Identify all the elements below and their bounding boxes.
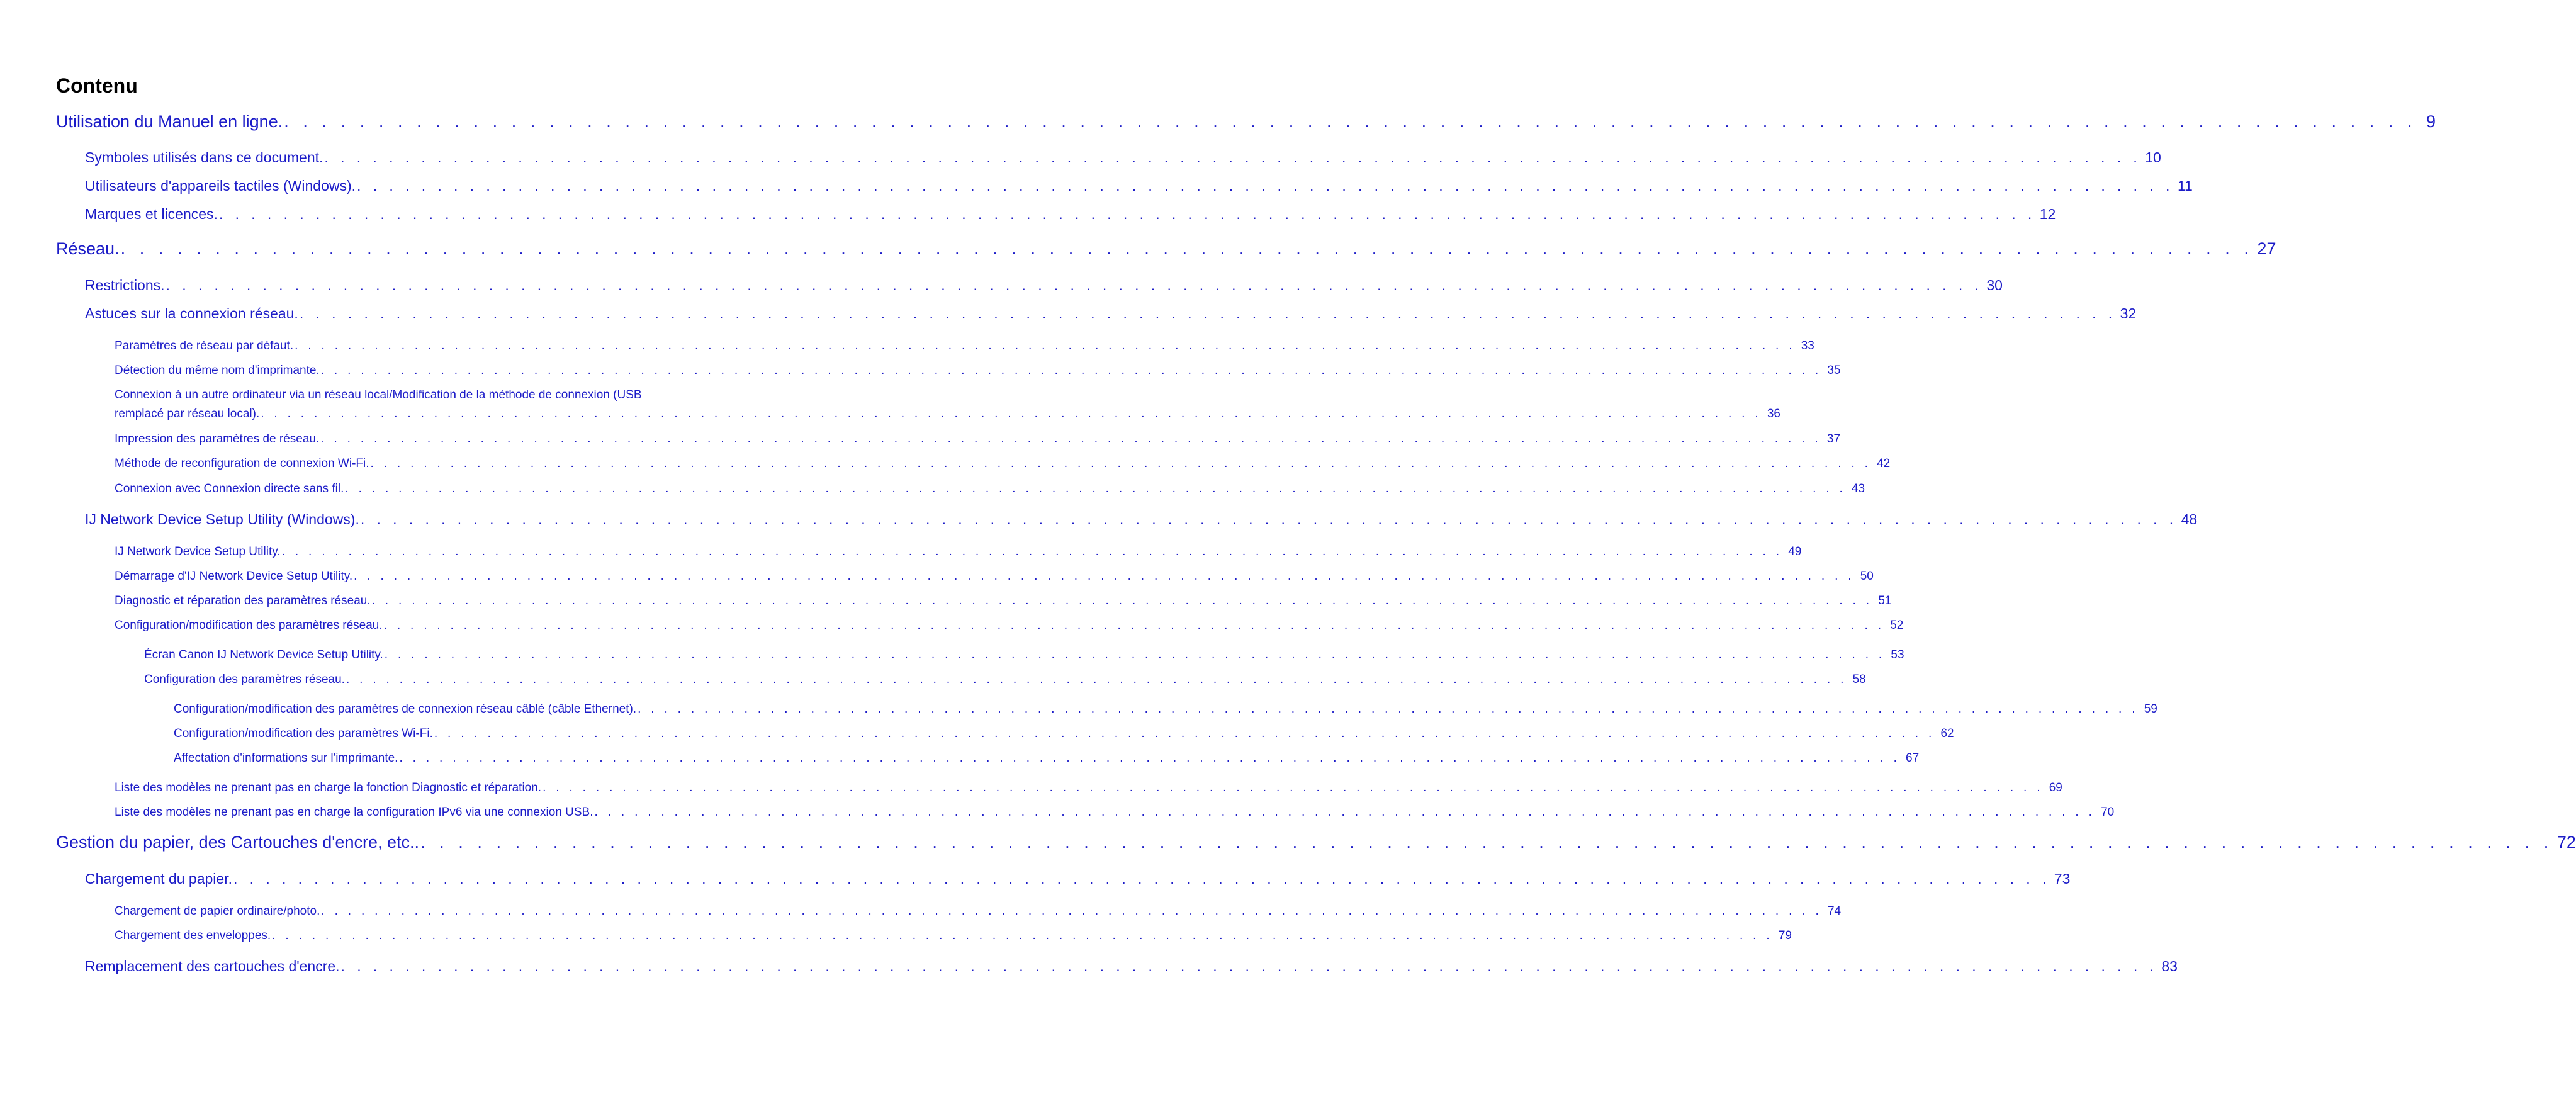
- toc-entry-title: Remplacement des cartouches d'encre.: [85, 958, 340, 974]
- toc-entry-page: 36: [1767, 407, 1780, 420]
- toc-entry[interactable]: [85, 511, 2198, 528]
- toc-entry-page: 51: [1878, 594, 1892, 607]
- toc-entry[interactable]: [115, 904, 1842, 918]
- toc-entry[interactable]: [85, 305, 2137, 322]
- toc-entry-page: 42: [1877, 457, 1891, 470]
- toc-entry-title: IJ Network Device Setup Utility.: [115, 545, 281, 558]
- toc-entry-title: Configuration des paramètres réseau.: [144, 673, 345, 686]
- toc-entry-page: 70: [2101, 806, 2115, 819]
- toc-entry-title: remplacé par réseau local).: [115, 407, 260, 420]
- toc-entry-page: 49: [1788, 545, 1802, 558]
- toc-entry[interactable]: [115, 339, 1814, 353]
- toc-entry[interactable]: [115, 806, 2115, 820]
- toc-entry-title: Restrictions.: [85, 277, 165, 293]
- toc-entry-page: 50: [1860, 570, 1874, 583]
- toc-entry-page: 35: [1827, 364, 1841, 377]
- toc-entry-title: Liste des modèles ne prenant pas en charge la configuration IPv6 via une connexion USB.: [115, 806, 593, 819]
- toc-entry-title: Configuration/modification des paramètres Wi-Fi.: [174, 727, 433, 740]
- toc-entry[interactable]: [85, 958, 2178, 975]
- toc-entry-title: Impression des paramètres de réseau.: [115, 432, 320, 446]
- toc-entry[interactable]: [115, 929, 1792, 943]
- leader-dots: . . . . . . . . . . . . . . . . . . . . . . . . . . . . . . . . . . . . . . . . . . . . . . . . . . . . . . . . . . . . . . . . . . . . . . . . . . . . . . . . . . . . . . . . . . . . . . . . . . . . . . . . . . . . . . . . .: [321, 904, 1823, 918]
- leader-dots: . . . . . . . . . . . . . . . . . . . . . . . . . . . . . . . . . . . . . . . . . . . . . . . . . . . . . . . . . . . . . . . . . . . . . . . . . . . . . . . . . . . . . . . . . . . . . . . . . . . . . . . . . . . . . . . . .: [295, 339, 1796, 352]
- toc-entry-page: 59: [2144, 702, 2157, 716]
- leader-dots: . . . . . . . . . . . . . . . . . . . . . . . . . . . . . . . . . . . . . . . . . . . . . . . . . . . . . . . . . . . . . . . . . . . . . . . . . . . . . . . . . . . . . . . . . . . . . . . . . . . . . . . . . . . . . . . . .: [543, 781, 2044, 794]
- toc-entry-title: Configuration/modification des paramètres de connexion réseau câblé (câble Ethernet).: [174, 702, 637, 716]
- toc-entry-page: 33: [1801, 339, 1814, 352]
- leader-dots: . . . . . . . . . . . . . . . . . . . . . . . . . . . . . . . . . . . . . . . . . . . . . . . . . . . . . . . . . . . . . . . . . . . . . . . . . . . . . . . . . . . . . . . . . . . . . . . . . . . . . . . . . . . . . . . . .: [357, 177, 2174, 194]
- toc-entry-title: Paramètres de réseau par défaut.: [115, 339, 294, 352]
- toc-entry[interactable]: [85, 870, 2071, 887]
- toc-entry[interactable]: [115, 619, 1904, 633]
- leader-dots: . . . . . . . . . . . . . . . . . . . . . . . . . . . . . . . . . . . . . . . . . . . . . . . . . . . . . . . . . . . . . . . . . . . . . . . . . . . . . . . . . . . . . . . . . . . . . . . . . . . . . . . . . . . . . . . . .: [320, 432, 1822, 446]
- leader-dots: . . . . . . . . . . . . . . . . . . . . . . . . . . . . . . . . . . . . . . . . . . . . . . . . . . . . . . . . . . . . . . . . . . . . . . . . . . . . . . . . . . . . . . . . . . . . . . . . . . . . . . . . . . . . . . . . .: [272, 929, 1773, 942]
- toc-entry-page: 43: [1851, 482, 1865, 495]
- leader-dots: . . . . . . . . . . . . . . . . . . . . . . . . . . . . . . . . . . . . . . . . . . . . . . . . . . . . . . . . . . . . . . . . . . . . . . . . . . . . . . . . . . . . . . . . . . . . . . . . . . . . . . . . . . . . . . . . .: [371, 594, 1873, 607]
- toc-entry-page: 74: [1827, 904, 1842, 918]
- leader-dots: . . . . . . . . . . . . . . . . . . . . . . . . . . . . . . . . . . . . . . . . . . . . . . . . . . . . . . . . . . . . . . . . . . . . . . . . . . . . . . . . . . . . . . . . . . . . . . . . . . . . . . . . . . . . . . . . .: [299, 305, 2117, 322]
- leader-dots: . . . . . . . . . . . . . . . . . . . . . . . . . . . . . . . . . . . . . . . . . . . . . . . . . . . . . . . . . . . . . . . . . . . . . . . . . . . . . . . . . . . . . . . . . . . . . . . . . . . . . . . . . . . . . . . . .: [166, 277, 1983, 293]
- leader-dots: . . . . . . . . . . . . . . . . . . . . . . . . . . . . . . . . . . . . . . . . . . . . . . . . . . . . . . . . . . . . . . . . . . . . . . . . . . . . . . . . . . . . . . . . . . . . . . . . . . . . . . . . . . . . . . . . .: [284, 112, 2417, 131]
- toc-entry[interactable]: [115, 781, 2062, 795]
- toc-entry[interactable]: [115, 594, 1892, 608]
- toc-entry[interactable]: [115, 545, 1802, 559]
- toc-entry-title: Configuration/modification des paramètres réseau.: [115, 619, 383, 632]
- leader-dots: . . . . . . . . . . . . . . . . . . . . . . . . . . . . . . . . . . . . . . . . . . . . . . . . . . . . . . . . . . . . . . . . . . . . . . . . . . . . . . . . . . . . . . . . . . . . . . . . . . . . . . . . . . . . . . . . .: [233, 870, 2050, 887]
- toc-entry[interactable]: [174, 727, 1954, 741]
- toc-entry[interactable]: [56, 112, 2436, 132]
- toc-entry[interactable]: [56, 239, 2276, 259]
- toc-entry-title: Gestion du papier, des Cartouches d'encre, etc..: [56, 833, 419, 852]
- toc-entry[interactable]: [85, 177, 2193, 194]
- leader-dots: . . . . . . . . . . . . . . . . . . . . . . . . . . . . . . . . . . . . . . . . . . . . . . . . . . . . . . . . . . . . . . . . . . . . . . . . . . . . . . . . . . . . . . . . . . . . . . . . . . . . . . . . . . . . . . . . .: [346, 673, 1847, 686]
- toc-entry-title: Écran Canon IJ Network Device Setup Utility.: [144, 648, 383, 662]
- toc-entry-page: 9: [2426, 112, 2436, 131]
- toc-entry-title: Liste des modèles ne prenant pas en charge la fonction Diagnostic et réparation.: [115, 781, 542, 794]
- leader-dots: . . . . . . . . . . . . . . . . . . . . . . . . . . . . . . . . . . . . . . . . . . . . . . . . . . . . . . . . . . . . . . . . . . . . . . . . . . . . . . . . . . . . . . . . . . . . . . . . . . . . . . . . . . . . . . . . .: [281, 545, 1783, 558]
- toc-entry-title: Utilisation du Manuel en ligne.: [56, 112, 283, 131]
- toc-entry-title: Démarrage d'IJ Network Device Setup Utility.: [115, 570, 353, 583]
- toc-entry[interactable]: [115, 432, 1841, 446]
- leader-dots: . . . . . . . . . . . . . . . . . . . . . . . . . . . . . . . . . . . . . . . . . . . . . . . . . . . . . . . . . . . . . . . . . . . . . . . . . . . . . . . . . . . . . . . . . . . . . . . . . . . . . . . . . . . . . . . . .: [320, 364, 1822, 377]
- toc-entry-page: 10: [2145, 149, 2161, 166]
- toc-entry-title: Diagnostic et réparation des paramètres réseau.: [115, 594, 371, 607]
- toc-entry-title: Symboles utilisés dans ce document.: [85, 149, 323, 166]
- toc-entry-page: 73: [2054, 870, 2071, 887]
- leader-dots: . . . . . . . . . . . . . . . . . . . . . . . . . . . . . . . . . . . . . . . . . . . . . . . . . . . . . . . . . . . . . . . . . . . . . . . . . . . . . . . . . . . . . . . . . . . . . . . . . . . . . . . . . . . . . . . . .: [434, 727, 1935, 740]
- toc-entry-page: 12: [2039, 206, 2056, 222]
- toc-entry[interactable]: [115, 364, 1841, 378]
- toc-entry-title: Chargement des enveloppes.: [115, 929, 271, 942]
- leader-dots: . . . . . . . . . . . . . . . . . . . . . . . . . . . . . . . . . . . . . . . . . . . . . . . . . . . . . . . . . . . . . . . . . . . . . . . . . . . . . . . . . . . . . . . . . . . . . . . . . . . . . . . . . . . . . . . . .: [120, 239, 2254, 258]
- toc-entry-page: 30: [1986, 277, 2003, 293]
- toc-entry-page: 83: [2161, 958, 2178, 974]
- page-title: Contenu: [56, 74, 138, 97]
- toc-entry-page: 37: [1826, 432, 1841, 446]
- toc-entry-page: 67: [1906, 752, 1920, 765]
- toc-entry-title: Utilisateurs d'appareils tactiles (Windows).: [85, 177, 356, 194]
- toc-entry-title: Astuces sur la connexion réseau.: [85, 305, 298, 322]
- toc-entry-title: Connexion à un autre ordinateur via un réseau local/Modification de la méthode de connexion (USB: [115, 388, 642, 402]
- toc-entry-page: 58: [1852, 673, 1866, 686]
- leader-dots: . . . . . . . . . . . . . . . . . . . . . . . . . . . . . . . . . . . . . . . . . . . . . . . . . . . . . . . . . . . . . . . . . . . . . . . . . . . . . . . . . . . . . . . . . . . . . . . . . . . . . . . . . . . . . . . . .: [370, 457, 1872, 470]
- toc-entry-page: 79: [1778, 929, 1792, 942]
- toc-entry[interactable]: [85, 206, 2056, 223]
- leader-dots: . . . . . . . . . . . . . . . . . . . . . . . . . . . . . . . . . . . . . . . . . . . . . . . . . . . . . . . . . . . . . . . . . . . . . . . . . . . . . . . . . . . . . . . . . . . . . . . . . . . . . . . . . . . . . . . . .: [594, 806, 2096, 819]
- toc-entry[interactable]: [85, 277, 2003, 294]
- leader-dots: . . . . . . . . . . . . . . . . . . . . . . . . . . . . . . . . . . . . . . . . . . . . . . . . . . . . . . . . . . . . . . . . . . . . . . . . . . . . . . . . . . . . . . . . . . . . . . . . . . . . . . . . . . . . . . . . .: [340, 958, 2158, 974]
- leader-dots: . . . . . . . . . . . . . . . . . . . . . . . . . . . . . . . . . . . . . . . . . . . . . . . . . . . . . . . . . . . . . . . . . . . . . . . . . . . . . . . . . . . . . . . . . . . . . . . . . . . . . . . . . . . . . . . . .: [399, 752, 1901, 765]
- toc-entry[interactable]: [85, 149, 2161, 166]
- toc-entry[interactable]: [56, 833, 2576, 852]
- toc-entry-title: Chargement du papier.: [85, 870, 232, 887]
- leader-dots: . . . . . . . . . . . . . . . . . . . . . . . . . . . . . . . . . . . . . . . . . . . . . . . . . . . . . . . . . . . . . . . . . . . . . . . . . . . . . . . . . . . . . . . . . . . . . . . . . . . . . . . . . . . . . . . . .: [384, 648, 1886, 662]
- toc-entry-page: 48: [2181, 511, 2198, 527]
- toc-entry-title: Connexion avec Connexion directe sans fil.: [115, 482, 344, 495]
- toc-entry-page: 62: [1940, 727, 1954, 740]
- toc-entry-page: 72: [2556, 833, 2576, 852]
- toc-entry-page: 69: [2049, 781, 2062, 794]
- toc-entry[interactable]: [115, 388, 1780, 421]
- toc-entry[interactable]: [144, 648, 1904, 662]
- toc-entry[interactable]: [115, 570, 1874, 583]
- leader-dots: . . . . . . . . . . . . . . . . . . . . . . . . . . . . . . . . . . . . . . . . . . . . . . . . . . . . . . . . . . . . . . . . . . . . . . . . . . . . . . . . . . . . . . . . . . . . . . . . . . . . . . . . . . . . . . . . .: [261, 407, 1762, 420]
- leader-dots: . . . . . . . . . . . . . . . . . . . . . . . . . . . . . . . . . . . . . . . . . . . . . . . . . . . . . . . . . . . . . . . . . . . . . . . . . . . . . . . . . . . . . . . . . . . . . . . . . . . . . . . . . . . . . . . . .: [638, 702, 2139, 716]
- toc-entry-title: Méthode de reconfiguration de connexion Wi-Fi.: [115, 457, 369, 470]
- toc-entry-title: Marques et licences.: [85, 206, 218, 222]
- toc-entry[interactable]: [174, 752, 1920, 765]
- toc-entry[interactable]: [115, 457, 1891, 471]
- leader-dots: . . . . . . . . . . . . . . . . . . . . . . . . . . . . . . . . . . . . . . . . . . . . . . . . . . . . . . . . . . . . . . . . . . . . . . . . . . . . . . . . . . . . . . . . . . . . . . . . . . . . . . . . . . . . . . . . .: [218, 206, 2036, 222]
- leader-dots: . . . . . . . . . . . . . . . . . . . . . . . . . . . . . . . . . . . . . . . . . . . . . . . . . . . . . . . . . . . . . . . . . . . . . . . . . . . . . . . . . . . . . . . . . . . . . . . . . . . . . . . . . . . . . . . . .: [324, 149, 2142, 166]
- toc-entry-page: 11: [2177, 177, 2193, 194]
- toc-entry[interactable]: [115, 482, 1865, 496]
- leader-dots: . . . . . . . . . . . . . . . . . . . . . . . . . . . . . . . . . . . . . . . . . . . . . . . . . . . . . . . . . . . . . . . . . . . . . . . . . . . . . . . . . . . . . . . . . . . . . . . . . . . . . . . . . . . . . . . . .: [360, 511, 2178, 527]
- toc-entry-page: 27: [2257, 239, 2276, 258]
- toc-entry-title: Détection du même nom d'imprimante.: [115, 364, 320, 377]
- toc-entry[interactable]: [174, 702, 2157, 716]
- toc-entry-title: Réseau.: [56, 239, 120, 258]
- toc-entry[interactable]: [144, 673, 1866, 687]
- toc-entry-page: 53: [1891, 648, 1904, 662]
- leader-dots: . . . . . . . . . . . . . . . . . . . . . . . . . . . . . . . . . . . . . . . . . . . . . . . . . . . . . . . . . . . . . . . . . . . . . . . . . . . . . . . . . . . . . . . . . . . . . . . . . . . . . . . . . . . . . . . . .: [420, 833, 2553, 852]
- toc-entry-title: Affectation d'informations sur l'imprimante.: [174, 752, 398, 765]
- leader-dots: . . . . . . . . . . . . . . . . . . . . . . . . . . . . . . . . . . . . . . . . . . . . . . . . . . . . . . . . . . . . . . . . . . . . . . . . . . . . . . . . . . . . . . . . . . . . . . . . . . . . . . . . . . . . . . . . .: [383, 619, 1885, 632]
- toc-entry-title: Chargement de papier ordinaire/photo.: [115, 904, 320, 918]
- leader-dots: . . . . . . . . . . . . . . . . . . . . . . . . . . . . . . . . . . . . . . . . . . . . . . . . . . . . . . . . . . . . . . . . . . . . . . . . . . . . . . . . . . . . . . . . . . . . . . . . . . . . . . . . . . . . . . . . .: [345, 482, 1847, 495]
- leader-dots: . . . . . . . . . . . . . . . . . . . . . . . . . . . . . . . . . . . . . . . . . . . . . . . . . . . . . . . . . . . . . . . . . . . . . . . . . . . . . . . . . . . . . . . . . . . . . . . . . . . . . . . . . . . . . . . . .: [354, 570, 1855, 583]
- toc-entry-page: 52: [1890, 619, 1904, 632]
- toc-entry-title: IJ Network Device Setup Utility (Windows).: [85, 511, 359, 527]
- toc-entry-page: 32: [2120, 305, 2137, 322]
